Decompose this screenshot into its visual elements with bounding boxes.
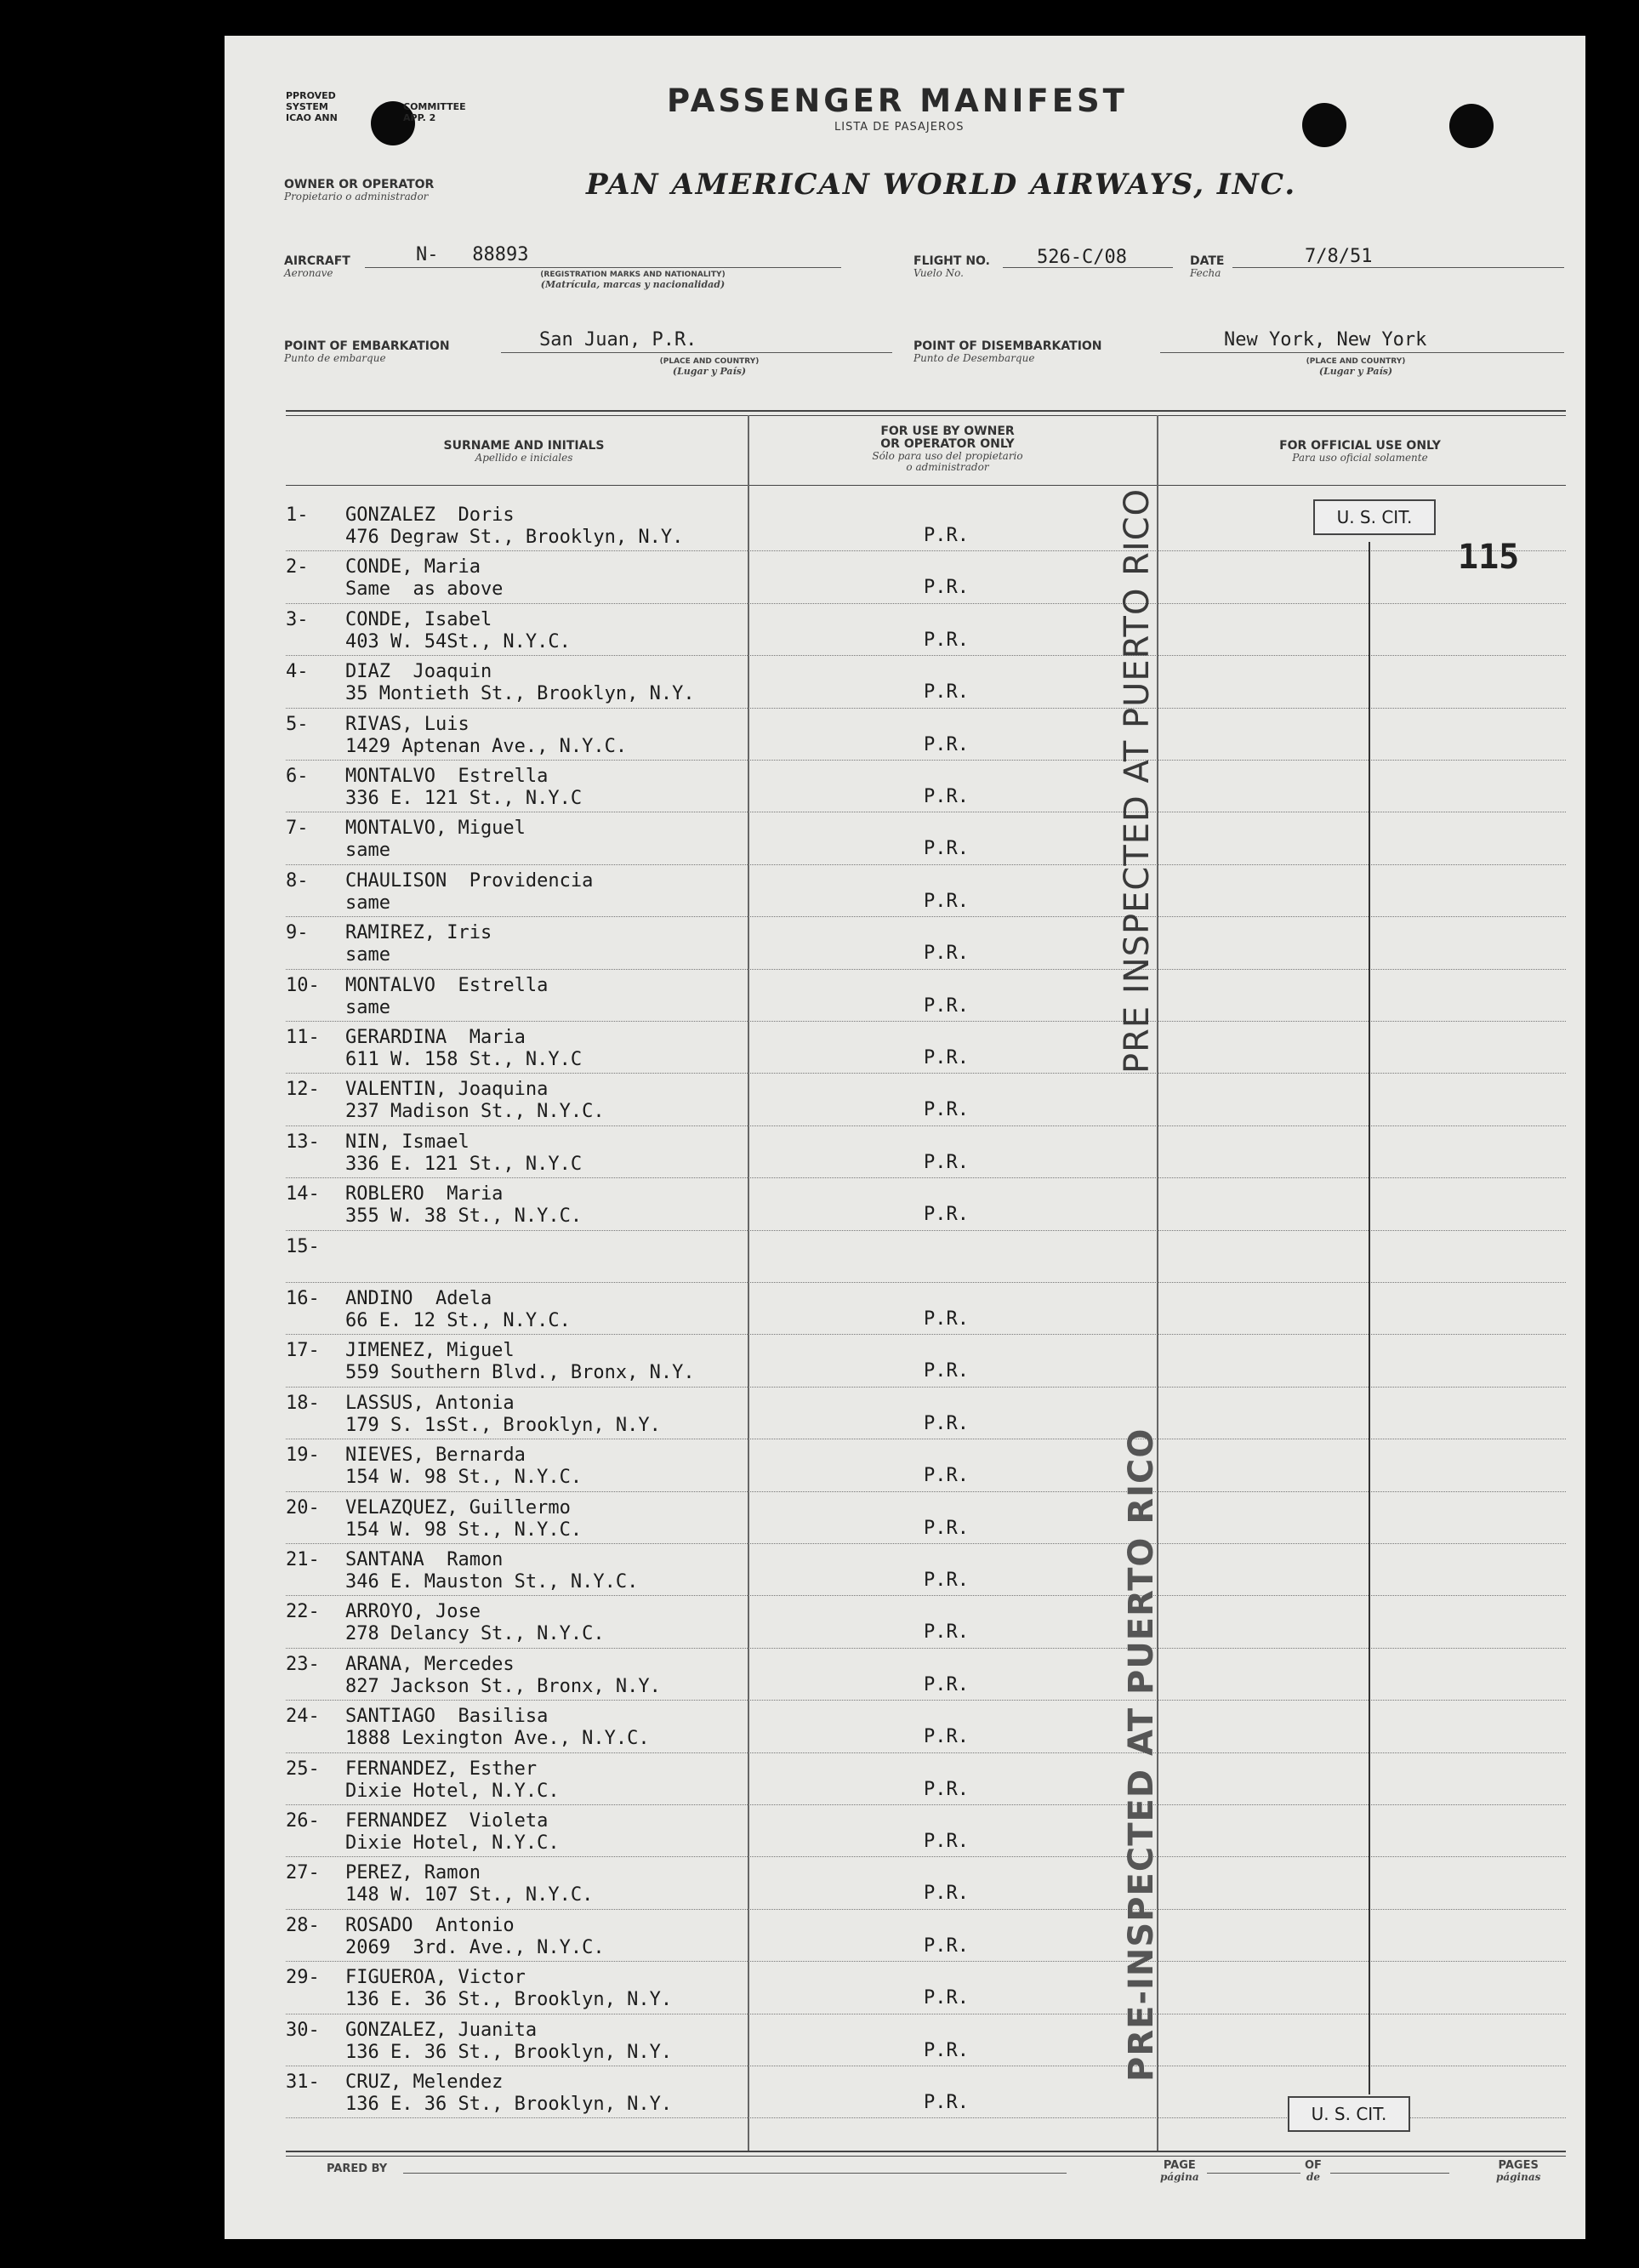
- owner-use-column-header: [748, 425, 1147, 473]
- row-number: 25-: [286, 1758, 320, 1780]
- approved-block-right: [403, 101, 466, 123]
- surname-header: SURNAME AND INITIALS: [443, 439, 605, 453]
- passenger-address: 1888 Lexington Ave., N.Y.C.: [345, 1728, 650, 1750]
- passenger-name: CRUZ, Melendez: [345, 2071, 504, 2093]
- official-use-header: FOR OFFICIAL USE ONLY: [1279, 439, 1441, 453]
- disembark-underline: [1160, 352, 1564, 353]
- operator-mark: P.R.: [924, 1099, 969, 1121]
- passenger-address: 136 E. 36 St., Brooklyn, N.Y.: [345, 1989, 673, 2011]
- passenger-address: same: [345, 892, 390, 914]
- row-number: 29-: [286, 1967, 320, 1989]
- row-number: 5-: [286, 713, 309, 735]
- table-row: [286, 551, 1566, 603]
- date-label: DATE: [1190, 254, 1225, 268]
- page-label: [1160, 2159, 1199, 2183]
- flight-no-value: 526-C/08: [1037, 247, 1127, 268]
- table-row: [286, 1178, 1566, 1230]
- embark-place-caption-es: (Lugar y País): [672, 366, 747, 377]
- passenger-address: 336 E. 121 St., N.Y.C: [345, 1153, 583, 1175]
- passenger-address: Dixie Hotel, N.Y.C.: [345, 1832, 560, 1854]
- passenger-address: Dixie Hotel, N.Y.C.: [345, 1780, 560, 1802]
- row-number: 27-: [286, 1862, 320, 1884]
- passenger-name: GERARDINA Maria: [345, 1027, 526, 1048]
- passenger-name: NIEVES, Bernarda: [345, 1445, 526, 1467]
- disembark-label: POINT OF DISEMBARKATION: [913, 339, 1102, 353]
- operator-mark: P.R.: [924, 1883, 969, 1905]
- passenger-name: RIVAS, Luis: [345, 713, 470, 735]
- table-row: [286, 1283, 1566, 1335]
- row-number: 9-: [286, 922, 309, 944]
- passenger-name: GONZALEZ Doris: [345, 504, 515, 526]
- passenger-address: 278 Delancy St., N.Y.C.: [345, 1623, 605, 1645]
- owner-label: OWNER OR OPERATOR: [284, 178, 435, 191]
- passenger-address: 827 Jackson St., Bronx, N.Y.: [345, 1675, 661, 1697]
- owner-use-header-1: FOR USE BY OWNER: [880, 425, 1015, 438]
- table-row: [286, 1492, 1566, 1544]
- owner-label-block: [284, 179, 434, 202]
- embark-place-caption: [607, 357, 811, 377]
- table-row: [286, 1231, 1566, 1283]
- passenger-name: VALENTIN, Joaquina: [345, 1079, 549, 1101]
- passenger-name: MONTALVO Estrella: [345, 766, 549, 787]
- row-number: 8-: [286, 869, 309, 892]
- passenger-address: 1429 Aptenan Ave., N.Y.C.: [345, 735, 628, 757]
- table-rule-bottom-2: [286, 2156, 1566, 2157]
- aircraft-value: N- 88893: [416, 244, 529, 265]
- of-label: [1305, 2159, 1322, 2183]
- passenger-address: 136 E. 36 St., Brooklyn, N.Y.: [345, 2094, 673, 2115]
- date-value: 7/8/51: [1305, 246, 1373, 267]
- passenger-address: same: [345, 996, 390, 1018]
- embark-label-es: Punto de embarque: [284, 352, 386, 364]
- row-number: 14-: [286, 1183, 320, 1205]
- us-cit-box-top: U. S. CIT.: [1313, 499, 1436, 535]
- table-row: [286, 1857, 1566, 1909]
- manifest-sheet: [225, 36, 1585, 2239]
- passenger-address: same: [345, 840, 390, 862]
- passenger-name: ARANA, Mercedes: [345, 1653, 515, 1675]
- flight-no-label-block: [913, 255, 990, 279]
- preinspected-stamp-bottom: PRE-INSPECTED AT PUERTO RICO: [1122, 1427, 1161, 2082]
- page-number-mark: 115: [1458, 538, 1520, 577]
- passenger-address: 355 W. 38 St., N.Y.C.: [345, 1205, 583, 1228]
- embark-label-block: [284, 340, 450, 364]
- header-rule-bottom: [286, 485, 1566, 486]
- owner-label-es: Propietario o administrador: [284, 191, 429, 202]
- row-number: 3-: [286, 608, 309, 630]
- operator-mark: P.R.: [924, 1308, 969, 1330]
- punch-hole-right-1: [1302, 103, 1346, 147]
- table-row: [286, 2014, 1566, 2066]
- operator-mark: P.R.: [924, 2092, 969, 2113]
- operator-mark: P.R.: [924, 1517, 969, 1539]
- operator-mark: P.R.: [924, 629, 969, 651]
- passenger-name: DIAZ Joaquin: [345, 661, 492, 683]
- operator-mark: P.R.: [924, 2039, 969, 2061]
- passenger-name: VELAZQUEZ, Guillermo: [345, 1496, 571, 1519]
- row-number: 18-: [286, 1392, 320, 1414]
- table-row: [286, 1126, 1566, 1178]
- page-label-es: página: [1160, 2171, 1199, 2183]
- table-row: [286, 1701, 1566, 1752]
- aircraft-label-block: [284, 255, 350, 279]
- row-number: 7-: [286, 818, 309, 840]
- page-underline: [1207, 2173, 1300, 2174]
- operator-mark: P.R.: [924, 1831, 969, 1852]
- prepared-by-underline: [403, 2173, 1067, 2174]
- operator-mark: P.R.: [924, 1151, 969, 1173]
- prepared-by-label: PARED BY: [327, 2163, 388, 2175]
- passenger-address: 476 Degraw St., Brooklyn, N.Y.: [345, 527, 684, 548]
- operator-mark: P.R.: [924, 1047, 969, 1068]
- row-number: 26-: [286, 1810, 320, 1832]
- row-number: 24-: [286, 1706, 320, 1728]
- passenger-name: ROSADO Antonio: [345, 1914, 515, 1936]
- passenger-name: GONZALEZ, Juanita: [345, 2019, 538, 2041]
- embark-value: San Juan, P.R.: [539, 329, 697, 350]
- table-row: [286, 1388, 1566, 1439]
- owner-use-header-2: OR OPERATOR ONLY: [880, 437, 1015, 451]
- surname-column-header: [286, 440, 762, 464]
- approved-line: COMMITTEE: [403, 101, 466, 112]
- registration-caption: [480, 271, 786, 290]
- approved-line: ICAO ANN: [286, 112, 338, 123]
- passenger-name: LASSUS, Antonia: [345, 1392, 515, 1414]
- of-label-es: de: [1306, 2171, 1320, 2183]
- pages-label: [1496, 2159, 1540, 2183]
- row-number: 16-: [286, 1288, 320, 1309]
- header-rule-top-2: [286, 415, 1566, 416]
- embark-underline: [501, 352, 892, 353]
- operator-mark: P.R.: [924, 838, 969, 860]
- date-underline: [1232, 267, 1564, 268]
- row-number: 30-: [286, 2019, 320, 2041]
- passenger-address: 237 Madison St., N.Y.C.: [345, 1101, 605, 1123]
- row-number: 6-: [286, 766, 309, 787]
- passenger-name: CONDE, Isabel: [345, 608, 492, 630]
- operator-mark: P.R.: [924, 890, 969, 912]
- passenger-address: 148 W. 107 St., N.Y.C.: [345, 1884, 594, 1906]
- passenger-name: FIGUEROA, Victor: [345, 1967, 526, 1989]
- table-row: [286, 970, 1566, 1022]
- owner-use-header-es-1: Sólo para uso del propietario: [872, 450, 1023, 462]
- table-row: [286, 865, 1566, 917]
- operator-mark: P.R.: [924, 943, 969, 965]
- operator-mark: P.R.: [924, 1778, 969, 1800]
- page-label-en: PAGE: [1163, 2159, 1196, 2172]
- table-row: [286, 709, 1566, 761]
- passenger-name: ARROYO, Jose: [345, 1601, 481, 1623]
- approved-line: SYSTEM: [286, 101, 328, 112]
- us-cit-box-bottom: U. S. CIT.: [1288, 2096, 1410, 2132]
- operator-mark: P.R.: [924, 1360, 969, 1382]
- passenger-address: 336 E. 121 St., N.Y.C: [345, 788, 583, 809]
- passenger-name: ANDINO Adela: [345, 1288, 492, 1309]
- operator-mark: P.R.: [924, 577, 969, 599]
- passenger-address: 66 E. 12 St., N.Y.C.: [345, 1310, 571, 1331]
- table-row: [286, 1335, 1566, 1387]
- disembark-place-caption-en: (PLACE AND COUNTRY): [1306, 357, 1406, 366]
- row-number: 20-: [286, 1496, 320, 1519]
- embark-place-caption-en: (PLACE AND COUNTRY): [659, 357, 760, 366]
- row-number: 13-: [286, 1131, 320, 1153]
- approved-block: [286, 90, 396, 123]
- row-number: 10-: [286, 974, 320, 996]
- table-row: [286, 917, 1566, 969]
- pages-label-en: PAGES: [1498, 2159, 1539, 2172]
- table-row: [286, 1022, 1566, 1074]
- passenger-address: 346 E. Mauston St., N.Y.C.: [345, 1571, 639, 1593]
- aircraft-label: AIRCRAFT: [284, 254, 350, 268]
- row-number: 17-: [286, 1340, 320, 1362]
- of-label-en: OF: [1305, 2159, 1322, 2172]
- table-row: [286, 604, 1566, 656]
- row-number: 12-: [286, 1079, 320, 1101]
- passenger-address: 559 Southern Blvd., Bronx, N.Y.: [345, 1362, 695, 1384]
- passenger-address: Same as above: [345, 578, 504, 601]
- passenger-name: ROBLERO Maria: [345, 1183, 504, 1205]
- table-row: [286, 1805, 1566, 1857]
- operator-mark: P.R.: [924, 681, 969, 704]
- operator-mark: P.R.: [924, 786, 969, 807]
- official-use-header-es: Para uso oficial solamente: [1292, 452, 1428, 464]
- punch-hole-right-2: [1449, 104, 1494, 148]
- table-row: [286, 1753, 1566, 1805]
- row-number: 2-: [286, 556, 309, 578]
- flight-no-label: FLIGHT NO.: [913, 254, 990, 268]
- operator-mark: P.R.: [924, 1935, 969, 1957]
- approved-line: PPROVED: [286, 90, 336, 101]
- document-title: PASSENGER MANIFEST: [667, 83, 1128, 119]
- ditto-line: [1369, 542, 1370, 2094]
- embark-label: POINT OF EMBARKATION: [284, 339, 450, 353]
- registration-caption-es: (Matrícula, marcas y nacionalidad): [540, 279, 726, 290]
- header-rule-top: [286, 410, 1566, 412]
- passenger-name: FERNANDEZ Violeta: [345, 1810, 549, 1832]
- operator-mark: P.R.: [924, 1570, 969, 1591]
- row-number: 15-: [286, 1235, 320, 1257]
- row-number: 28-: [286, 1914, 320, 1936]
- operator-mark: P.R.: [924, 1673, 969, 1695]
- aircraft-label-es: Aeronave: [284, 267, 333, 279]
- table-row: [286, 1596, 1566, 1648]
- date-label-es: Fecha: [1190, 267, 1221, 279]
- passenger-name: FERNANDEZ, Esther: [345, 1758, 538, 1780]
- disembark-label-block: [913, 340, 1102, 364]
- passenger-name: MONTALVO Estrella: [345, 974, 549, 996]
- owner-use-header-es-2: o administrador: [906, 461, 989, 473]
- approved-line: APP. 2: [403, 112, 436, 123]
- row-number: 31-: [286, 2071, 320, 2093]
- disembark-label-es: Punto de Desembarque: [913, 352, 1035, 364]
- row-number: 4-: [286, 661, 309, 683]
- operator-mark: P.R.: [924, 525, 969, 546]
- table-row: [286, 1649, 1566, 1701]
- disembark-value: New York, New York: [1224, 329, 1427, 350]
- table-row: [286, 1074, 1566, 1125]
- passenger-address: 154 W. 98 St., N.Y.C.: [345, 1519, 583, 1541]
- table-rule-bottom: [286, 2151, 1566, 2152]
- row-number: 22-: [286, 1601, 320, 1623]
- table-row: [286, 761, 1566, 812]
- table-row: [286, 656, 1566, 708]
- passenger-address: 179 S. 1sSt., Brooklyn, N.Y.: [345, 1414, 661, 1436]
- passenger-name: JIMENEZ, Miguel: [345, 1340, 515, 1362]
- passenger-name: SANTANA Ramon: [345, 1549, 504, 1570]
- table-row: [286, 1910, 1566, 1962]
- passenger-name: PEREZ, Ramon: [345, 1862, 481, 1884]
- table-row: [286, 1544, 1566, 1596]
- official-use-column-header: [1160, 440, 1560, 464]
- passenger-address: 2069 3rd. Ave., N.Y.C.: [345, 1936, 605, 1958]
- operator-mark: P.R.: [924, 1726, 969, 1748]
- aircraft-underline: [365, 267, 841, 268]
- passenger-address: 136 E. 36 St., Brooklyn, N.Y.: [345, 2041, 673, 2063]
- operator-mark: P.R.: [924, 994, 969, 1017]
- row-number: 21-: [286, 1549, 320, 1570]
- passenger-address: 611 W. 158 St., N.Y.C: [345, 1049, 583, 1070]
- passenger-name: SANTIAGO Basilisa: [345, 1706, 549, 1728]
- operator-mark: P.R.: [924, 1412, 969, 1434]
- operator-mark: P.R.: [924, 1621, 969, 1644]
- disembark-place-caption-es: (Lugar y País): [1318, 366, 1393, 377]
- company-name: PAN AMERICAN WORLD AIRWAYS, INC.: [586, 168, 1297, 202]
- passenger-name: MONTALVO, Miguel: [345, 818, 526, 840]
- operator-mark: P.R.: [924, 1987, 969, 2009]
- of-underline: [1330, 2173, 1449, 2174]
- registration-caption-en: (REGISTRATION MARKS AND NATIONALITY): [540, 271, 726, 279]
- passenger-address: 35 Montieth St., Brooklyn, N.Y.: [345, 683, 695, 705]
- row-number: 19-: [286, 1445, 320, 1467]
- table-row: [286, 1439, 1566, 1491]
- preinspected-stamp-top: PRE INSPECTED AT PUERTO RICO: [1118, 487, 1157, 1074]
- flight-no-label-es: Vuelo No.: [913, 267, 964, 279]
- operator-mark: P.R.: [924, 733, 969, 755]
- passenger-name: CHAULISON Providencia: [345, 869, 594, 892]
- surname-header-es: Apellido e iniciales: [475, 452, 573, 464]
- row-number: 11-: [286, 1027, 320, 1048]
- pages-label-es: páginas: [1496, 2171, 1541, 2183]
- operator-mark: P.R.: [924, 1465, 969, 1487]
- passenger-address: 403 W. 54St., N.Y.C.: [345, 630, 571, 652]
- document-subtitle: LISTA DE PASAJEROS: [834, 121, 965, 134]
- row-number: 23-: [286, 1653, 320, 1675]
- passenger-name: RAMIREZ, Iris: [345, 922, 492, 944]
- passenger-name: CONDE, Maria: [345, 556, 481, 578]
- passenger-address: same: [345, 944, 390, 966]
- row-number: 1-: [286, 504, 309, 526]
- passenger-address: 154 W. 98 St., N.Y.C.: [345, 1467, 583, 1489]
- table-row: [286, 1962, 1566, 2014]
- disembark-place-caption: [1254, 357, 1458, 377]
- passenger-name: NIN, Ismael: [345, 1131, 470, 1153]
- operator-mark: P.R.: [924, 1204, 969, 1226]
- table-row: [286, 812, 1566, 864]
- date-label-block: [1190, 255, 1224, 279]
